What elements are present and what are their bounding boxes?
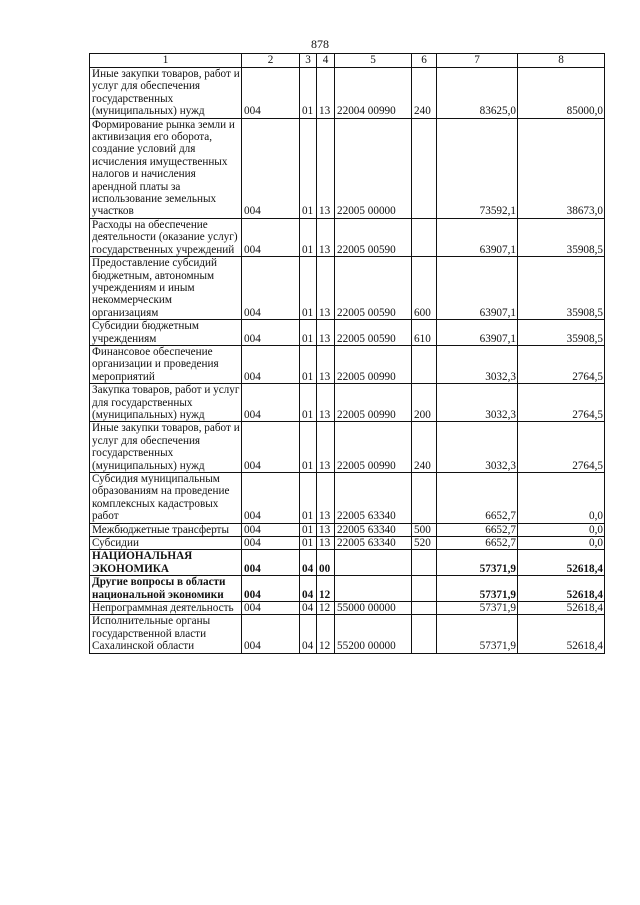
row-name-cell: Финансовое обеспечение организации и проведения мероприятий [90, 345, 242, 383]
target-article-cell: 55200 00000 [335, 615, 412, 653]
column-header: 7 [437, 54, 518, 68]
table-row [90, 473, 605, 524]
table-row [90, 257, 605, 320]
section-code-cell: 01 [300, 345, 317, 383]
expense-type-cell [412, 345, 437, 383]
subsection-code-cell: 13 [317, 422, 335, 473]
amount-col7-cell: 63907,1 [437, 320, 518, 346]
admin-code-cell: 004 [242, 550, 300, 576]
amount-col7-cell: 73592,1 [437, 118, 518, 218]
section-code-cell: 01 [300, 537, 317, 550]
row-name-cell: Формирование рынка земли и активизация его оборота, создание условий для исчисления имущественных налогов и начисления арендной платы за использование земельных участков [90, 118, 242, 218]
section-code-cell: 04 [300, 576, 317, 602]
subsection-code-cell: 00 [317, 550, 335, 576]
amount-col7-cell: 63907,1 [437, 218, 518, 256]
table-row [90, 602, 605, 615]
amount-col7-cell: 63907,1 [437, 257, 518, 320]
subsection-code-cell: 13 [317, 257, 335, 320]
expense-type-cell [412, 615, 437, 653]
subsection-code-cell: 12 [317, 615, 335, 653]
expense-type-cell [412, 550, 437, 576]
expense-type-cell [412, 576, 437, 602]
amount-col7-cell: 57371,9 [437, 576, 518, 602]
row-name-cell: Субсидии бюджетным учреждениям [90, 320, 242, 346]
amount-col8-cell: 0,0 [518, 523, 605, 536]
amount-col7-cell: 83625,0 [437, 68, 518, 119]
section-code-cell: 01 [300, 523, 317, 536]
target-article-cell [335, 550, 412, 576]
section-code-cell: 01 [300, 68, 317, 119]
target-article-cell: 22005 63340 [335, 523, 412, 536]
target-article-cell: 22005 00590 [335, 320, 412, 346]
admin-code-cell: 004 [242, 576, 300, 602]
admin-code-cell: 004 [242, 473, 300, 524]
amount-col7-cell: 3032,3 [437, 384, 518, 422]
admin-code-cell: 004 [242, 422, 300, 473]
section-code-cell: 04 [300, 615, 317, 653]
row-name-cell: Межбюджетные трансферты [90, 523, 242, 536]
amount-col7-cell: 57371,9 [437, 615, 518, 653]
amount-col8-cell: 52618,4 [518, 550, 605, 576]
amount-col7-cell: 6652,7 [437, 473, 518, 524]
amount-col7-cell: 57371,9 [437, 602, 518, 615]
section-code-cell: 01 [300, 473, 317, 524]
admin-code-cell: 004 [242, 615, 300, 653]
column-header: 2 [242, 54, 300, 68]
amount-col8-cell: 52618,4 [518, 602, 605, 615]
subsection-code-cell: 13 [317, 473, 335, 524]
target-article-cell: 22005 00590 [335, 218, 412, 256]
subsection-code-cell: 13 [317, 537, 335, 550]
target-article-cell: 22004 00990 [335, 68, 412, 119]
target-article-cell [335, 576, 412, 602]
section-code-cell: 01 [300, 320, 317, 346]
target-article-cell: 22005 00990 [335, 384, 412, 422]
admin-code-cell: 004 [242, 537, 300, 550]
subsection-code-cell: 13 [317, 320, 335, 346]
amount-col8-cell: 52618,4 [518, 615, 605, 653]
row-name-cell: Субсидии [90, 537, 242, 550]
admin-code-cell: 004 [242, 320, 300, 346]
amount-col8-cell: 38673,0 [518, 118, 605, 218]
table-row [90, 384, 605, 422]
amount-col7-cell: 3032,3 [437, 422, 518, 473]
amount-col8-cell: 0,0 [518, 473, 605, 524]
amount-col7-cell: 6652,7 [437, 523, 518, 536]
row-name-cell: Расходы на обеспечение деятельности (оказание услуг) государственных учреждений [90, 218, 242, 256]
expense-type-cell: 200 [412, 384, 437, 422]
target-article-cell: 22005 00000 [335, 118, 412, 218]
expense-type-cell [412, 602, 437, 615]
section-code-cell: 04 [300, 602, 317, 615]
table-row [90, 537, 605, 550]
expense-type-cell: 610 [412, 320, 437, 346]
row-name-cell: НАЦИОНАЛЬНАЯ ЭКОНОМИКА [90, 550, 242, 576]
subsection-code-cell: 12 [317, 602, 335, 615]
row-name-cell: Предоставление субсидий бюджетным, автономным учреждениям и иным некоммерческим организациям [90, 257, 242, 320]
section-code-cell: 01 [300, 118, 317, 218]
expense-type-cell [412, 473, 437, 524]
column-header: 4 [317, 54, 335, 68]
column-header: 3 [300, 54, 317, 68]
admin-code-cell: 004 [242, 118, 300, 218]
row-name-cell: Закупка товаров, работ и услуг для государственных (муниципальных) нужд [90, 384, 242, 422]
section-code-cell: 04 [300, 550, 317, 576]
subsection-code-cell: 13 [317, 68, 335, 119]
table-header-row [90, 54, 605, 68]
target-article-cell: 22005 63340 [335, 537, 412, 550]
amount-col7-cell: 3032,3 [437, 345, 518, 383]
admin-code-cell: 004 [242, 384, 300, 422]
subsection-code-cell: 13 [317, 118, 335, 218]
table-row [90, 68, 605, 119]
target-article-cell: 22005 00990 [335, 345, 412, 383]
subsection-code-cell: 13 [317, 384, 335, 422]
expense-type-cell [412, 118, 437, 218]
row-name-cell: Другие вопросы в области национальной экономики [90, 576, 242, 602]
admin-code-cell: 004 [242, 257, 300, 320]
target-article-cell: 22005 00990 [335, 422, 412, 473]
subsection-code-cell: 13 [317, 523, 335, 536]
amount-col8-cell: 52618,4 [518, 576, 605, 602]
column-header: 5 [335, 54, 412, 68]
target-article-cell: 22005 63340 [335, 473, 412, 524]
table-row [90, 320, 605, 346]
target-article-cell: 55000 00000 [335, 602, 412, 615]
admin-code-cell: 004 [242, 345, 300, 383]
table-row [90, 576, 605, 602]
amount-col8-cell: 2764,5 [518, 345, 605, 383]
amount-col8-cell: 35908,5 [518, 218, 605, 256]
amount-col8-cell: 2764,5 [518, 422, 605, 473]
row-name-cell: Исполнительные органы государственной власти Сахалинской области [90, 615, 242, 653]
expense-type-cell: 600 [412, 257, 437, 320]
section-code-cell: 01 [300, 422, 317, 473]
expense-type-cell: 240 [412, 422, 437, 473]
amount-col8-cell: 35908,5 [518, 320, 605, 346]
target-article-cell: 22005 00590 [335, 257, 412, 320]
section-code-cell: 01 [300, 384, 317, 422]
column-header: 8 [518, 54, 605, 68]
table-row [90, 118, 605, 218]
amount-col7-cell: 57371,9 [437, 550, 518, 576]
table-row [90, 550, 605, 576]
expense-type-cell [412, 218, 437, 256]
row-name-cell: Иные закупки товаров, работ и услуг для обеспечения государственных (муниципальных) нужд [90, 422, 242, 473]
page-number: 878 [311, 37, 329, 51]
column-header: 1 [90, 54, 242, 68]
row-name-cell: Иные закупки товаров, работ и услуг для обеспечения государственных (муниципальных) нужд [90, 68, 242, 119]
amount-col8-cell: 35908,5 [518, 257, 605, 320]
row-name-cell: Непрограммная деятельность [90, 602, 242, 615]
table-body [90, 68, 605, 654]
row-name-cell: Субсидия муниципальным образованиям на проведение комплексных кадастровых работ [90, 473, 242, 524]
table-row [90, 345, 605, 383]
subsection-code-cell: 13 [317, 345, 335, 383]
admin-code-cell: 004 [242, 602, 300, 615]
subsection-code-cell: 12 [317, 576, 335, 602]
table-row [90, 218, 605, 256]
admin-code-cell: 004 [242, 218, 300, 256]
column-header: 6 [412, 54, 437, 68]
table-row [90, 422, 605, 473]
admin-code-cell: 004 [242, 68, 300, 119]
amount-col7-cell: 6652,7 [437, 537, 518, 550]
expense-type-cell: 500 [412, 523, 437, 536]
table-row [90, 615, 605, 653]
section-code-cell: 01 [300, 257, 317, 320]
amount-col8-cell: 0,0 [518, 537, 605, 550]
admin-code-cell: 004 [242, 523, 300, 536]
budget-table [89, 53, 605, 654]
expense-type-cell: 520 [412, 537, 437, 550]
subsection-code-cell: 13 [317, 218, 335, 256]
table-row [90, 523, 605, 536]
amount-col8-cell: 2764,5 [518, 384, 605, 422]
amount-col8-cell: 85000,0 [518, 68, 605, 119]
expense-type-cell: 240 [412, 68, 437, 119]
section-code-cell: 01 [300, 218, 317, 256]
